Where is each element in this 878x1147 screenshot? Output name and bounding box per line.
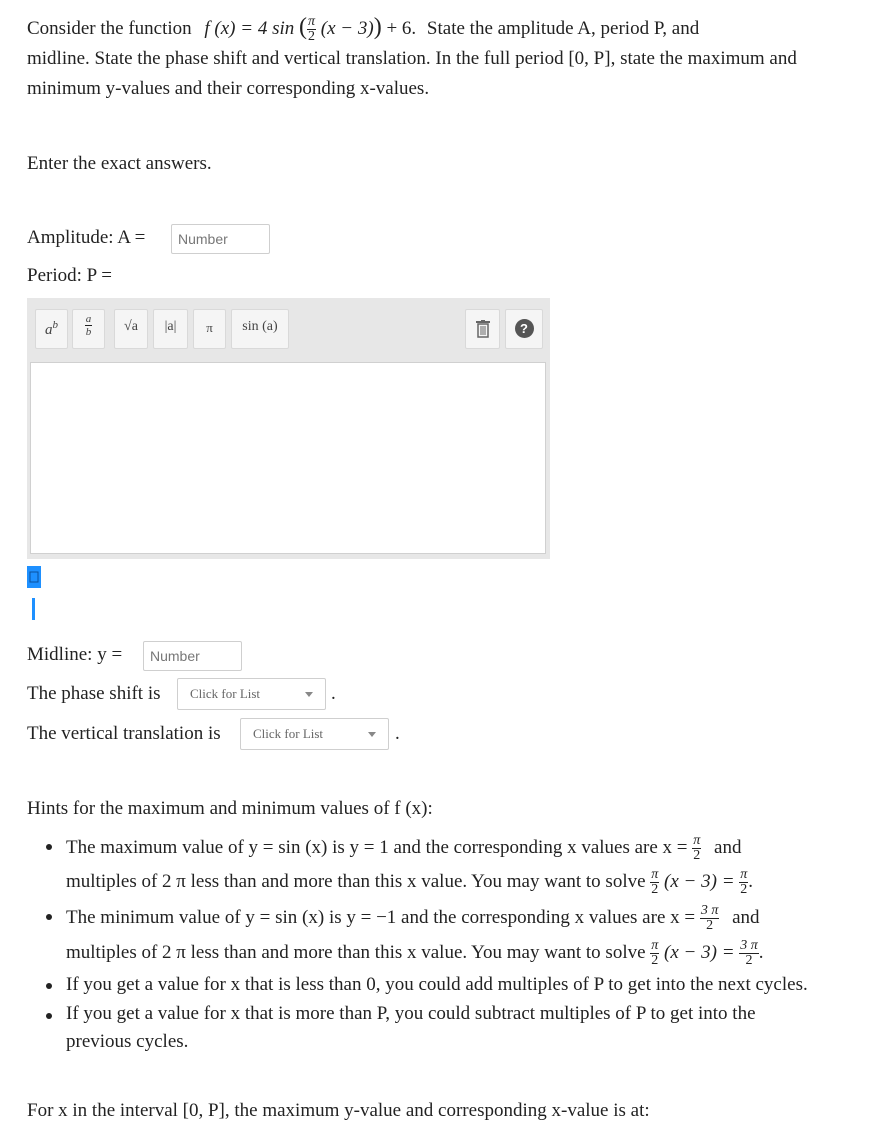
question-line2: midline. State the phase shift and vertical translation. In the full period [0, P], state the maximum and: [27, 48, 797, 70]
power-button[interactable]: $a^b$: [35, 309, 68, 349]
plus-six: + 6.: [386, 18, 417, 39]
pi-over-2: $\frac{\pi}{2}$: [308, 14, 316, 45]
amplitude-label: Amplitude: A =: [27, 227, 146, 248]
hint4-line2: previous cycles.: [66, 1031, 189, 1052]
hint4-line1: If you get a value for x that is more than P, you could subtract multiples of P to get into the: [66, 1003, 756, 1024]
hint1-line1: The maximum value of y = sin (x) is y = 1 and the corresponding x values are x = $\frac{\pi}{2}$ and: [66, 833, 742, 863]
question-paragraph: [27, 12, 867, 104]
vertical-translation-select[interactable]: Click for List: [240, 718, 389, 750]
phase-shift-select[interactable]: Click for List: [177, 678, 326, 710]
midline-label: Midline: y =: [27, 644, 123, 665]
hints-title: Hints for the maximum and minimum values of f (x):: [27, 798, 433, 819]
phase-period: .: [331, 683, 336, 704]
bullet: [46, 1013, 52, 1019]
paren-open: (: [299, 14, 308, 40]
bullet: [46, 914, 52, 920]
hint2-line2: multiples of 2 π less than and more than this x value. You may want to solve $\frac{\pi}{2}$ (x − 3) = $\frac{3 \pi}{2}$ .: [66, 938, 764, 968]
paren-close: ): [373, 14, 382, 40]
question-line1-rest: State the amplitude A, period P, and: [426, 18, 700, 39]
text-cursor: [32, 598, 35, 620]
sqrt-button[interactable]: √a: [114, 309, 148, 349]
period-label: Period: P =: [27, 265, 112, 286]
fraction-button[interactable]: $\frac{a}{b}$: [72, 309, 105, 349]
math-editor: [27, 298, 550, 559]
exact-instruction: Enter the exact answers.: [27, 153, 212, 174]
question-line3: minimum y-values and their corresponding x-values.: [27, 78, 430, 100]
help-icon[interactable]: ?: [505, 309, 543, 349]
math-input-area[interactable]: [30, 362, 546, 554]
function-def: f (x) = 4 sin: [204, 18, 295, 39]
trash-icon[interactable]: [465, 309, 500, 349]
max-interval-text: For x in the interval [0, P], the maximum y-value and corresponding x-value is at:: [27, 1100, 650, 1121]
abs-button[interactable]: |a|: [153, 309, 188, 349]
hint1-line2: multiples of 2 π less than and more than this x value. You may want to solve $\frac{\pi}{2}$ (x − 3) = $\frac{\pi}{2}$ .: [66, 867, 754, 897]
bullet: [46, 983, 52, 989]
vertical-translation-label: The vertical translation is: [27, 723, 221, 744]
midline-input[interactable]: Number: [143, 641, 242, 671]
vertical-period: .: [395, 723, 400, 744]
question-consider: Consider the function: [27, 18, 192, 39]
hint3: If you get a value for x that is less than 0, you could add multiples of P to get into the next cycles.: [66, 974, 808, 995]
inner-expr: (x − 3): [320, 18, 374, 39]
hint2-line1: The minimum value of y = sin (x) is y = −1 and the corresponding x values are x = $\frac{3 \pi}{2}$ and: [66, 903, 760, 933]
chevron-down-icon: [368, 732, 376, 737]
pi-button[interactable]: π: [193, 309, 226, 349]
sin-button[interactable]: sin (a): [231, 309, 289, 349]
chevron-down-icon: [305, 692, 313, 697]
bullet: [46, 844, 52, 850]
amplitude-input[interactable]: Number: [171, 224, 270, 254]
phase-shift-label: The phase shift is: [27, 683, 161, 704]
cursor-marker-icon: [27, 566, 41, 588]
